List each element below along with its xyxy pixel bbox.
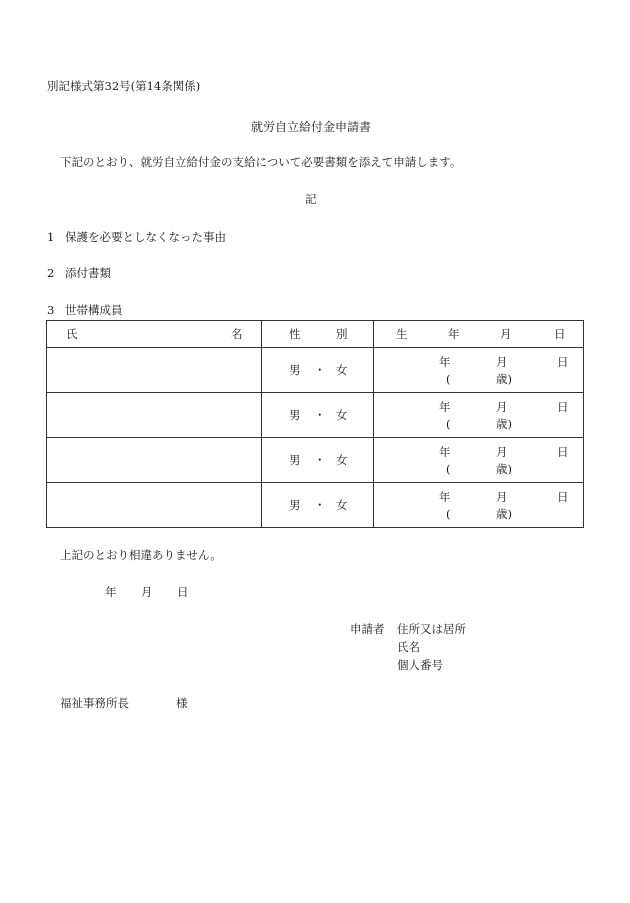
item-label: 世帯構成員 — [65, 303, 123, 317]
item-number: 3 — [47, 303, 55, 317]
date-day: 日 — [177, 585, 189, 599]
date-year: 年 — [105, 585, 117, 599]
applicant-name-label: 氏名 — [397, 640, 420, 654]
sex-cell[interactable]: 男 ・ 女 — [262, 438, 374, 483]
applicant-address-label: 住所又は居所 — [397, 622, 466, 636]
table-row — [47, 438, 584, 483]
declaration-text: 上記のとおり相違ありません。 — [60, 548, 222, 562]
item-number: 2 — [47, 266, 55, 280]
name-cell[interactable] — [47, 483, 262, 528]
name-cell[interactable] — [47, 348, 262, 393]
applicant-label: 申請者 — [350, 622, 385, 636]
name-cell[interactable] — [47, 393, 262, 438]
item-number: 1 — [47, 230, 55, 244]
item-label: 保護を必要としなくなった事由 — [65, 230, 226, 244]
applicant-number-label: 個人番号 — [397, 658, 443, 672]
addressee-honorific: 様 — [176, 696, 188, 710]
addressee-office: 福祉事務所長 — [60, 696, 129, 710]
name-header: 氏 名 — [47, 321, 262, 348]
table-header-row — [47, 321, 584, 348]
sex-cell[interactable]: 男 ・ 女 — [262, 483, 374, 528]
birthdate-header: 生 年 月 日 — [374, 321, 584, 348]
birthdate-cell[interactable]: 年 月 日 ( 歳) — [374, 483, 584, 528]
intro-text: 下記のとおり、就労自立給付金の支給について必要書類を添えて申請します。 — [60, 155, 462, 169]
birthdate-cell[interactable]: 年 月 日 ( 歳) — [374, 393, 584, 438]
date-month: 月 — [141, 585, 153, 599]
table-row — [47, 348, 584, 393]
birthdate-cell[interactable]: 年 月 日 ( 歳) — [374, 438, 584, 483]
sex-header: 性 別 — [262, 321, 374, 348]
table-row — [47, 393, 584, 438]
table-row — [47, 483, 584, 528]
household-members-table — [46, 320, 584, 528]
birthdate-cell[interactable]: 年 月 日 ( 歳) — [374, 348, 584, 393]
sex-cell[interactable]: 男 ・ 女 — [262, 393, 374, 438]
sex-cell[interactable]: 男 ・ 女 — [262, 348, 374, 393]
ki-heading: 記 — [305, 192, 317, 206]
form-number: 別記様式第32号(第14条関係) — [47, 79, 201, 93]
name-cell[interactable] — [47, 438, 262, 483]
page-title: 就労自立給付金申請書 — [251, 120, 372, 134]
item-label: 添付書類 — [65, 266, 111, 280]
